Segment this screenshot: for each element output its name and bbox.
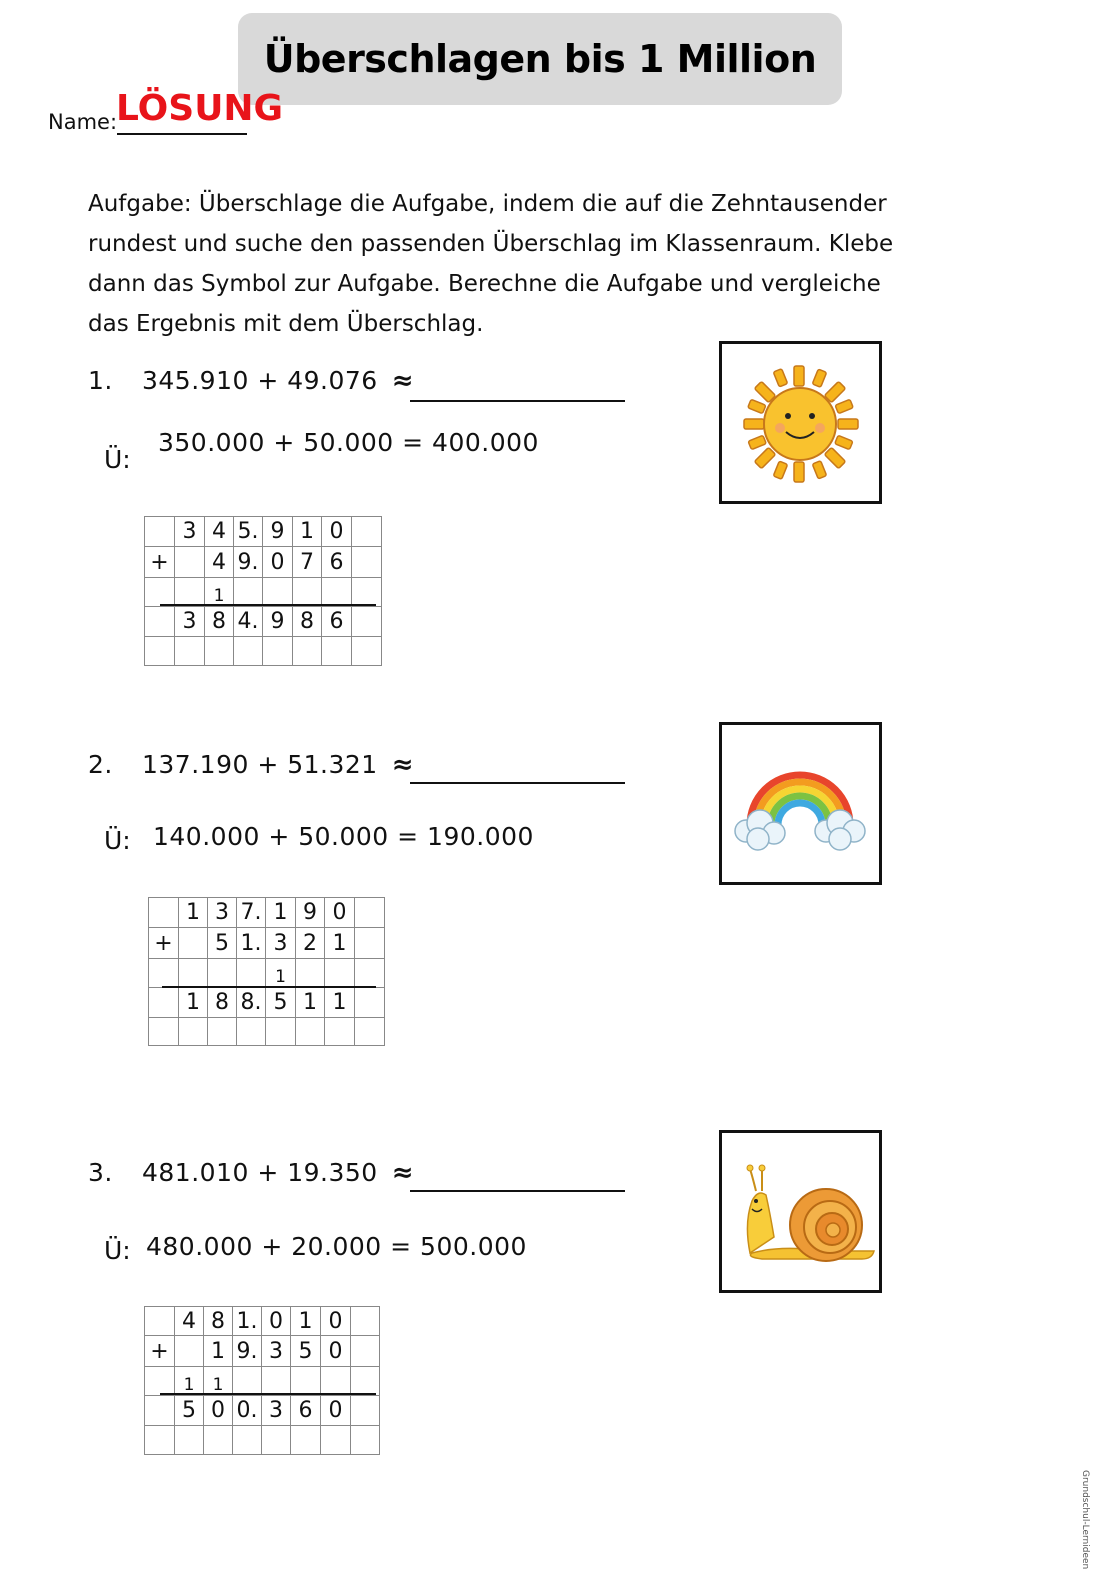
calculation-grid [144, 516, 382, 666]
grid-cell [145, 1396, 175, 1426]
estimate: 350.000 + 50.000 = 400.000 [158, 428, 539, 457]
grid-cell [291, 1367, 321, 1396]
grid-cell [149, 898, 179, 928]
grid-cell: 1 [266, 898, 296, 928]
sum-line [162, 986, 376, 988]
grid-cell: 1 [296, 988, 325, 1018]
grid-cell [296, 1018, 325, 1046]
grid-cell: + [145, 547, 175, 578]
grid-cell: 5 [266, 988, 296, 1018]
grid-cell [351, 1307, 380, 1336]
grid-cell [208, 1018, 237, 1046]
ue-label: Ü: [104, 445, 131, 474]
grid-cell: 9. [234, 547, 263, 578]
grid-cell: 3 [262, 1336, 291, 1367]
grid-cell [145, 607, 175, 637]
grid-cell: 9 [263, 607, 293, 637]
grid-cell [293, 578, 322, 607]
grid-cell: 1 [325, 988, 355, 1018]
page-title: Überschlagen bis 1 Million [263, 37, 817, 81]
grid-cell: 0 [321, 1307, 351, 1336]
grid-cell: 0 [325, 898, 355, 928]
exercise-3-row [88, 1158, 414, 1188]
grid-cell: 5 [291, 1336, 321, 1367]
approx-sign: ≈ [391, 366, 414, 396]
side-note: Grundschul-Lernideen [1080, 1470, 1090, 1569]
grid-cell [234, 578, 263, 607]
grid-cell: 6 [322, 547, 352, 578]
exercise-2-row [88, 750, 414, 780]
grid-cell [149, 1018, 179, 1046]
ue-label: Ü: [104, 826, 131, 855]
exercise-expression: 345.910 + 49.076 [142, 366, 378, 395]
grid-cell [175, 578, 205, 607]
grid-cell [175, 637, 205, 666]
grid-cell [352, 547, 382, 578]
grid-cell: 0. [233, 1396, 262, 1426]
sum-line [160, 1393, 376, 1395]
grid-cell [204, 1426, 233, 1455]
grid-cell [325, 1018, 355, 1046]
grid-cell: 1 [204, 1336, 233, 1367]
grid-cell: 8. [237, 988, 266, 1018]
grid-cell: 1 [204, 1367, 233, 1396]
grid-cell [262, 1367, 291, 1396]
symbol-box [719, 341, 882, 504]
grid-cell [352, 517, 382, 547]
grid-cell [179, 928, 208, 959]
grid-cell: 3 [262, 1396, 291, 1426]
calculation-grid [148, 897, 385, 1046]
symbol-box [719, 722, 882, 885]
answer-blank [410, 400, 625, 402]
grid-cell: 3 [175, 607, 205, 637]
grid-cell: 6 [291, 1396, 321, 1426]
grid-cell [145, 1426, 175, 1455]
calculation-grid [144, 1306, 380, 1455]
exercise-expression: 481.010 + 19.350 [142, 1158, 378, 1187]
grid-cell: 4 [175, 1307, 204, 1336]
grid-cell: 0 [204, 1396, 233, 1426]
grid-cell [145, 1307, 175, 1336]
exercise-1-row [88, 366, 414, 396]
grid-cell: 0 [321, 1336, 351, 1367]
grid-cell [352, 578, 382, 607]
grid-cell [179, 1018, 208, 1046]
grid-cell [266, 1018, 296, 1046]
grid-cell: 7 [293, 547, 322, 578]
grid-cell: 1 [325, 928, 355, 959]
grid-cell [145, 517, 175, 547]
grid-cell [352, 607, 382, 637]
grid-cell [175, 547, 205, 578]
grid-cell [233, 1367, 262, 1396]
grid-cell [325, 959, 355, 988]
grid-cell: 4 [205, 547, 234, 578]
grid-cell: 1. [237, 928, 266, 959]
grid-cell: 9 [263, 517, 293, 547]
approx-sign: ≈ [391, 1158, 414, 1188]
grid-cell [351, 1426, 380, 1455]
approx-sign: ≈ [391, 750, 414, 780]
grid-cell: 8 [293, 607, 322, 637]
grid-cell: 1 [205, 578, 234, 607]
grid-cell [351, 1367, 380, 1396]
grid-cell: 0 [263, 547, 293, 578]
grid-cell: 0 [321, 1396, 351, 1426]
grid-cell [351, 1396, 380, 1426]
rainbow-icon [722, 725, 879, 882]
grid-cell: 8 [205, 607, 234, 637]
grid-cell [263, 578, 293, 607]
grid-cell [351, 1336, 380, 1367]
grid-cell: 0 [322, 517, 352, 547]
exercise-number: 2. [88, 750, 113, 779]
grid-cell [145, 637, 175, 666]
grid-cell [355, 959, 385, 988]
grid-cell [355, 988, 385, 1018]
grid-cell [237, 1018, 266, 1046]
title-box [238, 13, 842, 105]
grid-cell [355, 1018, 385, 1046]
grid-cell: 9. [233, 1336, 262, 1367]
grid-cell: 3 [175, 517, 205, 547]
grid-cell [234, 637, 263, 666]
ue-label: Ü: [104, 1236, 131, 1265]
grid-cell: 5 [175, 1396, 204, 1426]
grid-cell [149, 959, 179, 988]
grid-cell [321, 1426, 351, 1455]
exercise-number: 3. [88, 1158, 113, 1187]
grid-cell: 1 [179, 988, 208, 1018]
grid-cell: 4 [205, 517, 234, 547]
grid-cell [205, 637, 234, 666]
grid-cell: + [149, 928, 179, 959]
grid-cell: 8 [204, 1307, 233, 1336]
grid-cell [293, 637, 322, 666]
answer-blank [410, 782, 625, 784]
grid-cell: 9 [296, 898, 325, 928]
grid-cell [262, 1426, 291, 1455]
grid-cell [321, 1367, 351, 1396]
grid-cell [179, 959, 208, 988]
grid-cell: 1 [179, 898, 208, 928]
grid-cell: 5. [234, 517, 263, 547]
grid-cell [322, 637, 352, 666]
grid-cell: 1 [175, 1367, 204, 1396]
grid-cell [322, 578, 352, 607]
grid-cell: 6 [322, 607, 352, 637]
task-instructions: Aufgabe: Überschlage die Aufgabe, indem die auf die Zehntausender rundest und suche den passenden Überschlag im Klassenraum. Klebe dann das Symbol zur Aufgabe. Berechne die Aufgabe und vergleiche das Ergebnis mit dem Überschlag. [88, 191, 894, 337]
grid-cell: 0 [262, 1307, 291, 1336]
name-line [117, 133, 247, 135]
grid-cell: 1. [233, 1307, 262, 1336]
grid-cell [175, 1426, 204, 1455]
grid-cell: 1 [293, 517, 322, 547]
grid-cell [175, 1336, 204, 1367]
grid-cell: 3 [208, 898, 237, 928]
grid-cell: 2 [296, 928, 325, 959]
grid-cell [355, 928, 385, 959]
sum-line [160, 604, 376, 606]
grid-cell: 8 [208, 988, 237, 1018]
exercise-expression: 137.190 + 51.321 [142, 750, 378, 779]
grid-cell: 1 [291, 1307, 321, 1336]
exercise-number: 1. [88, 366, 113, 395]
grid-cell: 7. [237, 898, 266, 928]
answer-blank [410, 1190, 625, 1192]
name-value: LÖSUNG [116, 88, 284, 129]
name-label: Name: [48, 110, 118, 134]
grid-cell [145, 578, 175, 607]
estimate: 480.000 + 20.000 = 500.000 [146, 1232, 527, 1261]
estimate: 140.000 + 50.000 = 190.000 [153, 822, 534, 851]
grid-cell: + [145, 1336, 175, 1367]
grid-cell [145, 1367, 175, 1396]
grid-cell [233, 1426, 262, 1455]
grid-cell: 5 [208, 928, 237, 959]
grid-cell [237, 959, 266, 988]
grid-cell [208, 959, 237, 988]
symbol-box [719, 1130, 882, 1293]
sun-icon [722, 344, 879, 501]
grid-cell [352, 637, 382, 666]
grid-cell [263, 637, 293, 666]
grid-cell: 1 [266, 959, 296, 988]
grid-cell [291, 1426, 321, 1455]
grid-cell [149, 988, 179, 1018]
grid-cell: 3 [266, 928, 296, 959]
grid-cell [355, 898, 385, 928]
grid-cell [296, 959, 325, 988]
snail-icon [722, 1133, 879, 1290]
grid-cell: 4. [234, 607, 263, 637]
